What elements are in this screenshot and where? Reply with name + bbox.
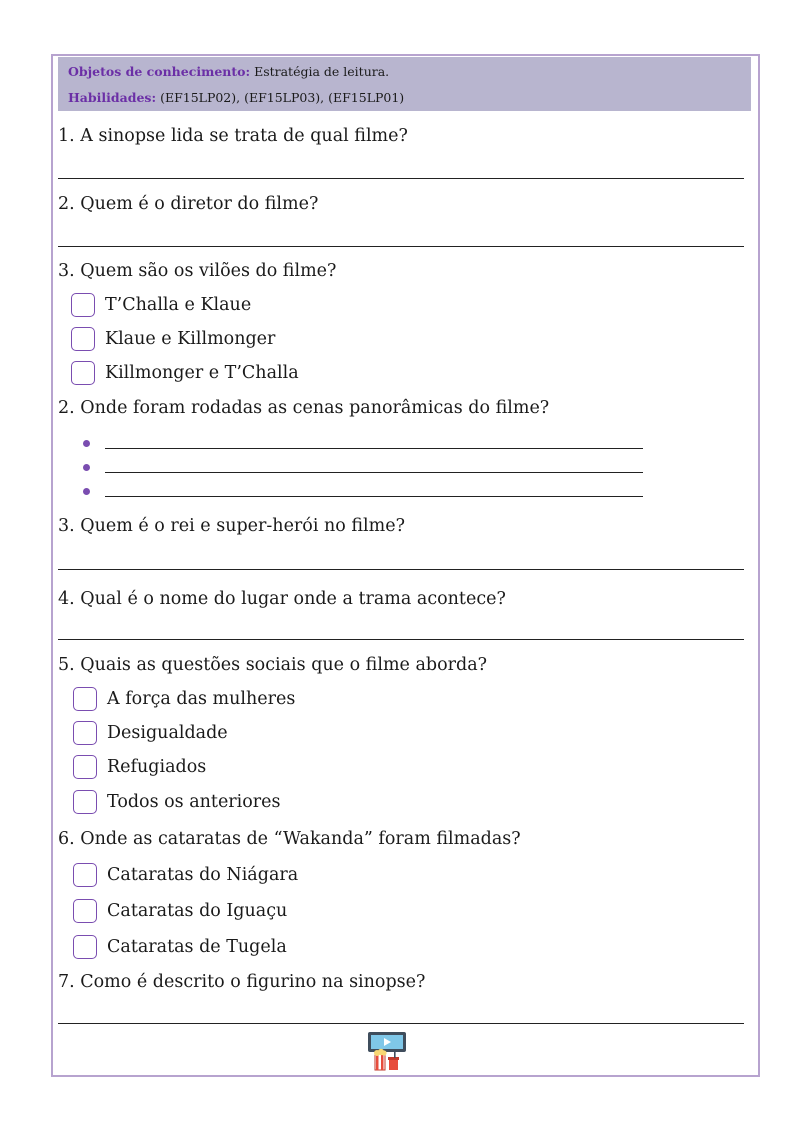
answer-line-9[interactable] <box>58 1023 744 1024</box>
checkbox[interactable] <box>73 721 97 745</box>
checkbox[interactable] <box>71 327 95 351</box>
habilidades-label: Habilidades: <box>68 90 157 105</box>
question-8: 6. Onde as cataratas de “Wakanda” foram filmadas? <box>58 829 521 849</box>
header-habilidades <box>68 90 404 105</box>
option-label: Desigualdade <box>107 723 228 743</box>
bullet-icon <box>83 464 90 471</box>
option-label: Killmonger e T’Challa <box>105 363 299 383</box>
objetos-value: Estratégia de leitura. <box>250 64 390 79</box>
question-3: 3. Quem são os vilões do filme? <box>58 261 337 281</box>
option-label: Klaue e Killmonger <box>105 329 276 349</box>
checkbox[interactable] <box>73 863 97 887</box>
checkbox[interactable] <box>73 899 97 923</box>
question-4: 2. Onde foram rodadas as cenas panorâmicas do filme? <box>58 398 550 418</box>
checkbox[interactable] <box>73 755 97 779</box>
objetos-label: Objetos de conhecimento: <box>68 64 251 79</box>
option-label: Cataratas do Iguaçu <box>107 901 288 921</box>
option-label: T’Challa e Klaue <box>105 295 252 315</box>
checkbox[interactable] <box>73 935 97 959</box>
answer-line-1[interactable] <box>58 178 744 179</box>
option-label: Cataratas do Niágara <box>107 865 299 885</box>
checkbox[interactable] <box>71 293 95 317</box>
question-9: 7. Como é descrito o figurino na sinopse? <box>58 972 426 992</box>
bullet-answer-2[interactable] <box>83 462 643 476</box>
worksheet-header <box>58 57 751 111</box>
answer-line-5[interactable] <box>58 569 744 570</box>
bullet-answer-3[interactable] <box>83 486 643 500</box>
checkbox[interactable] <box>71 361 95 385</box>
bullet-icon <box>83 440 90 447</box>
question-7: 5. Quais as questões sociais que o filme aborda? <box>58 655 488 675</box>
answer-line-6[interactable] <box>58 639 744 640</box>
option-label: Cataratas de Tugela <box>107 937 287 957</box>
habilidades-value: (EF15LP02), (EF15LP03), (EF15LP01) <box>156 90 405 105</box>
option-label: Refugiados <box>107 757 207 777</box>
answer-line-2[interactable] <box>58 246 744 247</box>
bullet-icon <box>83 488 90 495</box>
header-objetos <box>68 64 389 79</box>
option-label: A força das mulheres <box>107 689 296 709</box>
question-1: 1. A sinopse lida se trata de qual filme? <box>58 126 408 146</box>
cinema-popcorn-icon <box>366 1030 408 1072</box>
checkbox[interactable] <box>73 790 97 814</box>
option-label: Todos os anteriores <box>107 792 281 812</box>
question-6: 4. Qual é o nome do lugar onde a trama acontece? <box>58 589 506 609</box>
question-2: 2. Quem é o diretor do filme? <box>58 194 319 214</box>
checkbox[interactable] <box>73 687 97 711</box>
bullet-answer-1[interactable] <box>83 438 643 452</box>
question-5: 3. Quem é o rei e super-herói no filme? <box>58 516 405 536</box>
